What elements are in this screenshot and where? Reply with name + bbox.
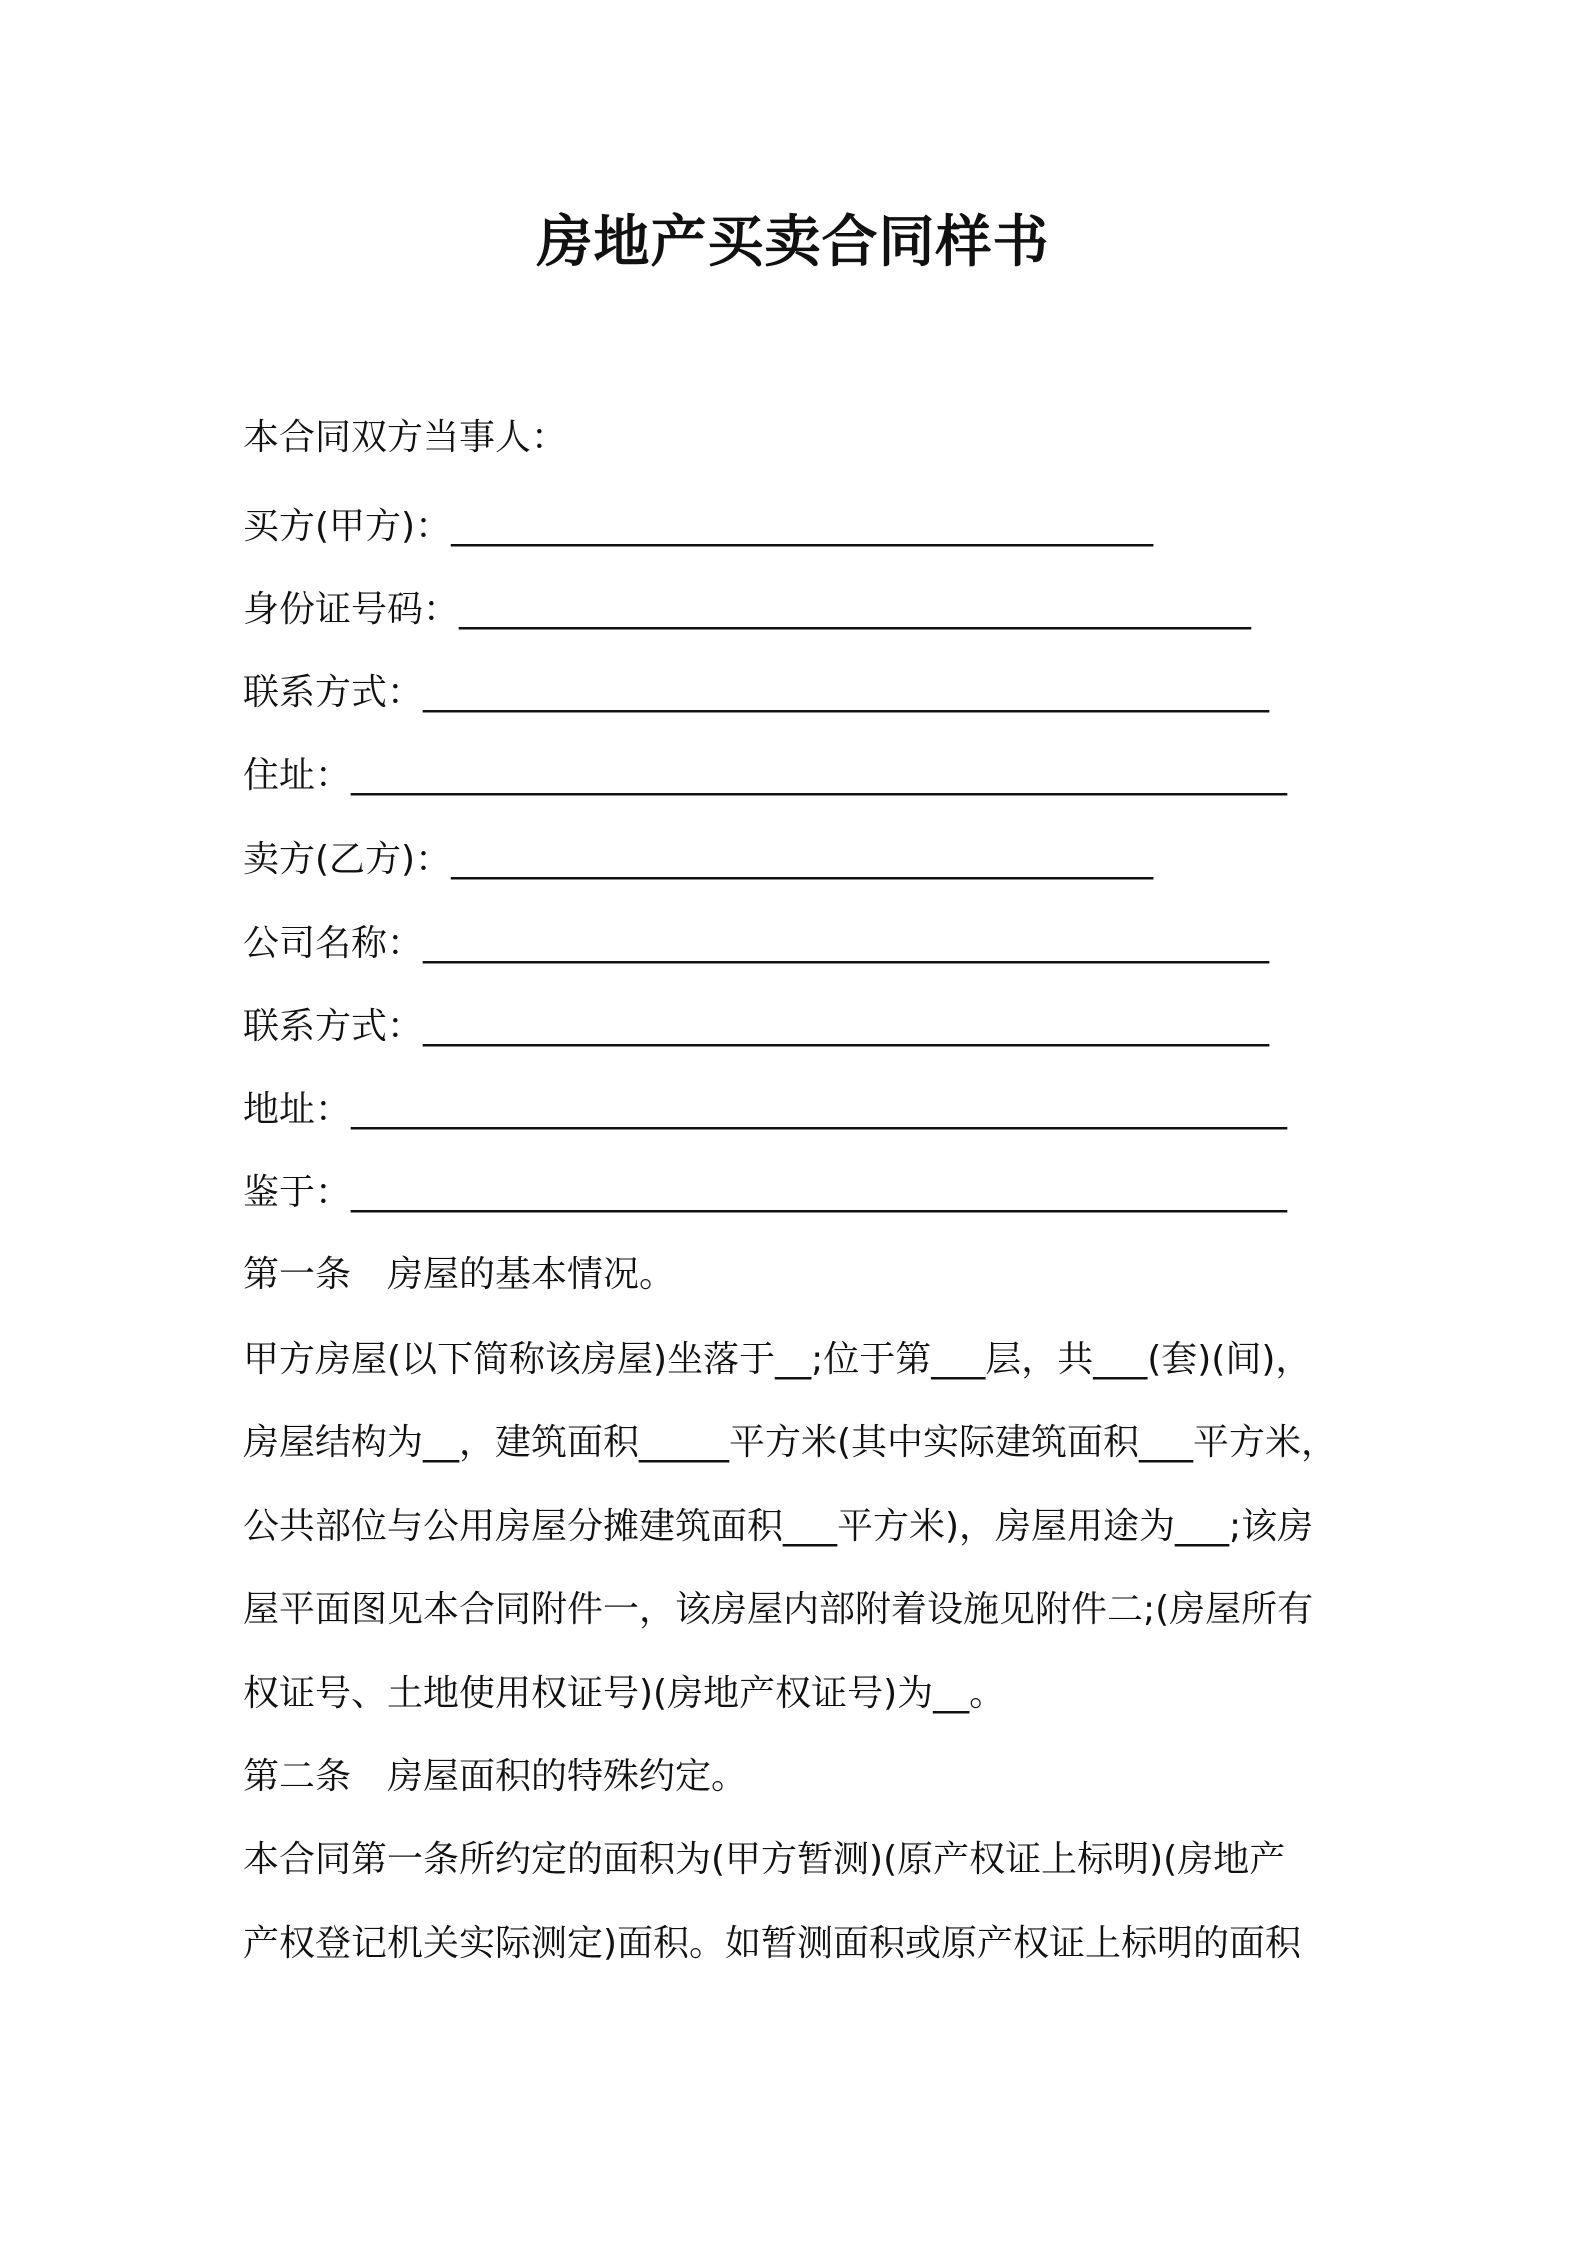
field-blank-line: _______________________________________ xyxy=(451,506,1154,547)
article-heading-text: 房屋面积的特殊约定。 xyxy=(387,1756,748,1797)
field-label: 鉴于： xyxy=(243,1172,352,1213)
article-number: 第二条 xyxy=(243,1756,352,1797)
field-blank-line: _______________________________________________ xyxy=(423,1006,1270,1047)
article-1-line: 房屋结构为__，建筑面积_____平方米(其中实际建筑面积___平方米， xyxy=(243,1422,1338,1463)
document-title: 房地产买卖合同样书 xyxy=(536,210,1050,275)
article-number: 第一条 xyxy=(243,1254,352,1295)
field-id-number xyxy=(243,588,1251,632)
field-label: 身份证号码： xyxy=(243,589,460,630)
field-blank-line: _______________________________________________ xyxy=(423,672,1270,713)
field-blank-line: _______________________________________ xyxy=(451,839,1154,880)
field-whereas xyxy=(243,1171,1287,1215)
parties-intro: 本合同双方当事人： xyxy=(243,417,568,458)
field-seller-contact xyxy=(243,1005,1269,1049)
field-buyer-contact xyxy=(243,671,1269,715)
field-blank-line: ____________________________________________ xyxy=(459,589,1252,630)
field-blank-line: ____________________________________________________ xyxy=(351,1172,1288,1213)
field-seller xyxy=(243,838,1153,882)
article-1-line: 公共部位与公用房屋分摊建筑面积___平方米)，房屋用途为___;该房 xyxy=(243,1506,1314,1547)
article-2-line: 产权登记机关实际测定)面积。如暂测面积或原产权证上标明的面积 xyxy=(243,1923,1302,1964)
article-1-line: 屋平面图见本合同附件一，该房屋内部附着设施见附件二;(房屋所有 xyxy=(243,1589,1314,1630)
field-label: 地址： xyxy=(243,1089,352,1130)
field-label: 住址： xyxy=(243,755,352,796)
field-label: 卖方(乙方)： xyxy=(243,839,452,880)
field-blank-line: _______________________________________________ xyxy=(423,923,1270,964)
field-label: 联系方式： xyxy=(243,1006,424,1047)
article-2-heading xyxy=(243,1755,747,1799)
field-label: 买方(甲方)： xyxy=(243,506,452,547)
field-blank-line: ____________________________________________________ xyxy=(351,755,1288,796)
field-buyer-address xyxy=(243,754,1287,798)
field-label: 联系方式： xyxy=(243,672,424,713)
field-buyer xyxy=(243,505,1153,549)
article-1-line: 权证号、土地使用权证号)(房地产权证号)为__。 xyxy=(243,1673,1006,1714)
field-seller-address xyxy=(243,1088,1287,1132)
field-blank-line: ____________________________________________________ xyxy=(351,1089,1288,1130)
article-heading-text: 房屋的基本情况。 xyxy=(387,1254,676,1295)
article-1-heading xyxy=(243,1253,675,1297)
field-label: 公司名称： xyxy=(243,923,424,964)
field-company-name xyxy=(243,922,1269,966)
article-1-line: 甲方房屋(以下简称该房屋)坐落于__;位于第___层，共___(套)(间)， xyxy=(243,1339,1312,1380)
article-2-line: 本合同第一条所约定的面积为(甲方暂测)(原产权证上标明)(房地产 xyxy=(243,1839,1286,1880)
